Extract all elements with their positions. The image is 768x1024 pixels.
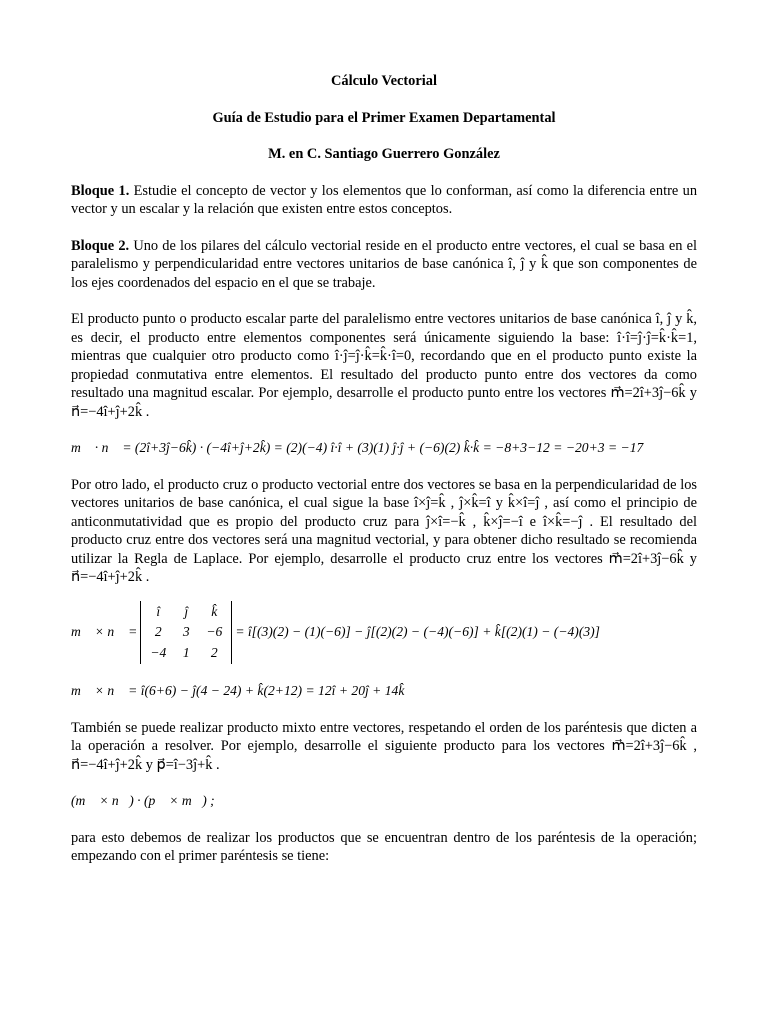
producto-mixto-equation: (m⃗ × n⃗) · (p⃗ × m⃗) ; <box>71 793 215 808</box>
det-cell: k̂ <box>211 603 218 619</box>
producto-cruz-result: m⃗ × n⃗ = î(6+6) − ĵ(4 − 24) + k̂(2+12) = 12î + 20ĵ + 14k̂ <box>71 683 405 698</box>
document-author: M. en C. Santiago Guerrero González <box>268 146 500 162</box>
determinant-rhs: = î[(3)(2) − (1)(−6)] − ĵ[(2)(2) − (−4)(−6)] + k̂[(2)(1) − (−4)(3)] <box>235 624 600 639</box>
det-cell: −4 <box>150 644 167 660</box>
producto-mixto-paragraph: También se puede realizar producto mixto entre vectores, respetando el orden de los paréntesis que dicten a la operación a resolver. Por ejemplo, desarrolle el siguiente producto para los vectores m⃗=2î+3ĵ−6k̂ , n⃗=−4î+ĵ+2k̂ y p⃗=î−3ĵ+k̂ . <box>71 719 697 773</box>
bloque-2-label: Bloque 2. <box>71 237 130 254</box>
document-subtitle: Guía de Estudio para el Primer Examen Departamental <box>212 109 556 126</box>
determinant-lhs: m⃗ × n⃗ = <box>71 624 138 639</box>
bloque-1-label: Bloque 1. <box>71 182 130 199</box>
det-cell: 2 <box>154 624 162 639</box>
producto-cruz-paragraph: Por otro lado, el producto cruz o producto vectorial entre dos vectores se basa en la perpendicularidad de los vectores unitarios de base canónica, el cual sigue la base î×ĵ=k̂ , ĵ×k̂=î y k̂×î=ĵ , así como el principio de anticonmutatividad que es propio del producto cruz para ĵ×î=−k̂ , k̂×ĵ=−î e î×k̂=−ĵ . El resultado del producto cruz entre dos vectores será una magnitud vectorial, y para obtener dicho resultado se recomienda utilizar la Regla de Laplace. Por ejemplo, desarrolle el producto cruz entre los vectores m⃗=2î+3ĵ−6k̂ y n⃗=−4î+ĵ+2k̂ . <box>71 476 697 585</box>
document-title: Cálculo Vectorial <box>331 73 437 89</box>
det-cell: −6 <box>206 624 223 639</box>
det-cell: ĵ <box>184 603 189 619</box>
producto-punto-paragraph: El producto punto o producto escalar parte del paralelismo entre vectores unitarios de base canónica î, ĵ y k̂, es decir, el producto entre elementos componentes será únicamente siguiendo la base: î·î=ĵ·ĵ=k̂·k̂=1, mientras que cualquier otro producto como î·ĵ=ĵ·k̂=k̂·î=0, recordando que en el producto punto existe la propiedad conmutativa entre elementos. El resultado del producto punto entre dos vectores da como resultado una magnitud escalar. Por ejemplo, desarrolle el producto punto entre los vectores m⃗=2î+3ĵ−6k̂ y n⃗=−4î+ĵ+2k̂ . <box>71 311 697 420</box>
determinant-matrix <box>140 601 232 665</box>
final-paragraph: para esto debemos de realizar los productos que se encuentran dentro de los paréntesis de la operación; empezando con el primer paréntesis se tiene: <box>71 829 697 864</box>
det-cell: 2 <box>210 644 218 660</box>
bloque-2-text: Uno de los pilares del cálculo vectorial reside en el producto entre vectores, el cual se basa en el paralelismo y perpendicularidad entre vectores unitarios de base canónica î, ĵ y k̂ que son componentes de los ejes coordenados del espacio en el que se trabaje. <box>71 237 697 291</box>
det-cell: 3 <box>182 624 190 639</box>
bloque-1-text: Estudie el concepto de vector y los elementos que lo conforman, así como la diferencia entre un vector y un escalar y la relación que existen entre estos conceptos. <box>71 182 698 217</box>
det-cell: 1 <box>182 644 190 660</box>
determinant-equation <box>71 601 697 665</box>
document-page <box>71 72 697 866</box>
bloque-2-paragraph <box>71 237 697 293</box>
producto-punto-equation: m⃗ · n⃗ = (2î+3ĵ−6k̂) · (−4î+ĵ+2k̂) = (2)(−4) î·î + (3)(1) ĵ·ĵ + (−6)(2) k̂·k̂ = −8+3−12 = −20+3 = −17 <box>71 440 644 455</box>
bloque-1-paragraph <box>71 182 697 219</box>
det-cell: î <box>156 603 161 619</box>
